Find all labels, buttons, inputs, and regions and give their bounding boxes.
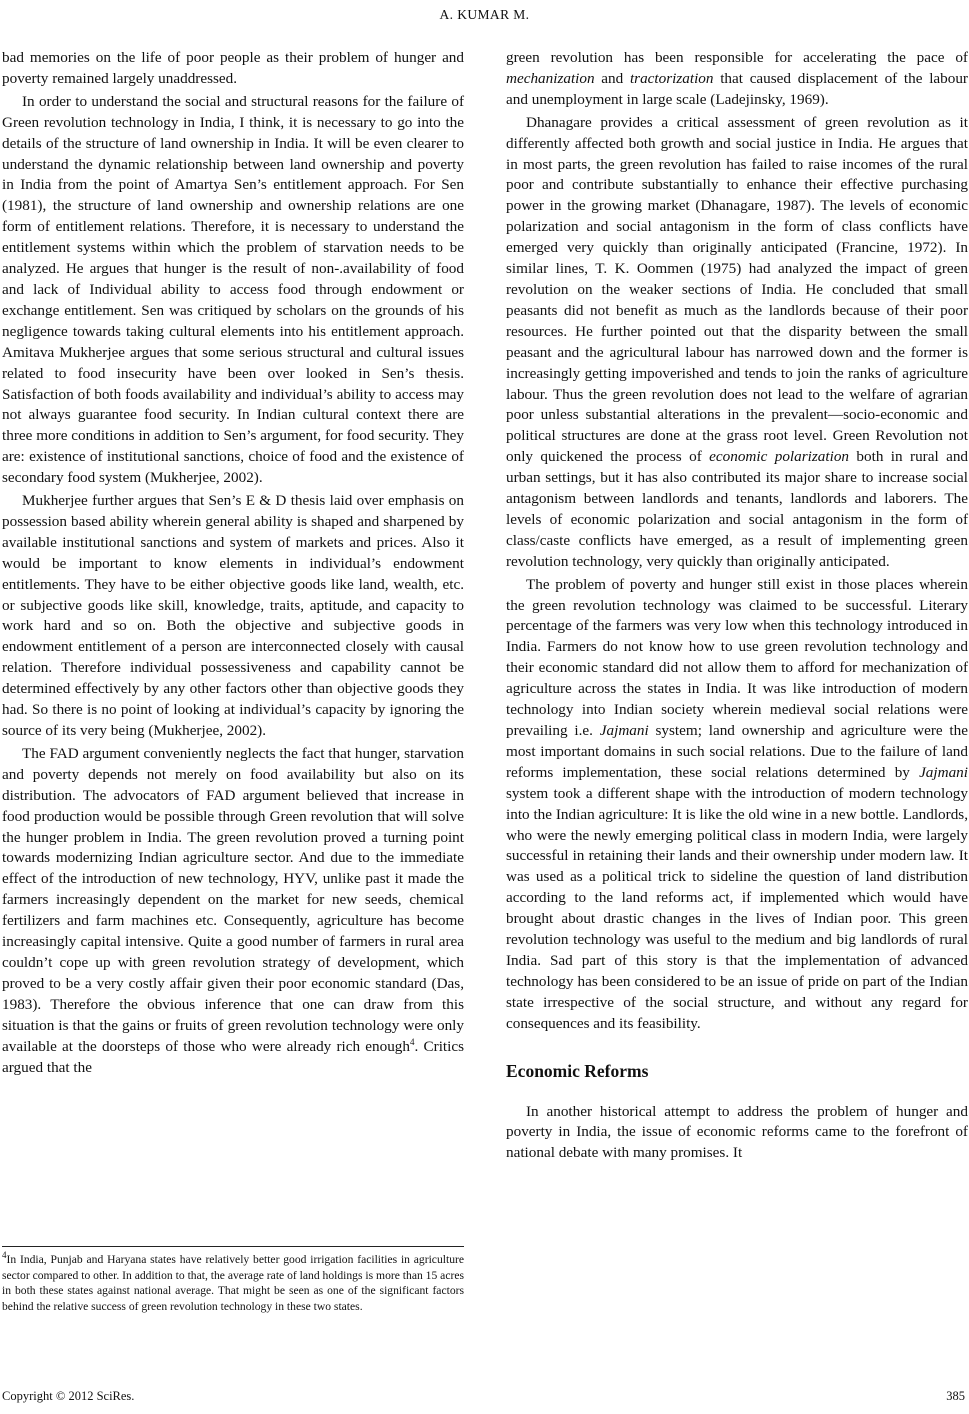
- italic-term: Jajmani: [919, 763, 968, 781]
- page-number: 385: [946, 1389, 965, 1403]
- italic-term: mechanization: [506, 69, 595, 87]
- body-paragraph: [2, 744, 464, 1079]
- footnote-divider: [2, 1246, 464, 1247]
- paragraph-text: The problem of poverty and hunger still exist in those places wherein the green revolution technology was claimed to be successful. Literary percentage of the farmers was very low when this technology introduced in India. Farmers do not know how to use green revolution technology and their economic standard did not allow them to afford for mechanization of agriculture across the states in India. It was like introduction of modern technology into Indian society wherein medieval social relations were prevailing i.e.: [506, 575, 968, 739]
- paragraph-text: system; land ownership and agriculture were the most important domains in such social relations. Due to the failure of land reforms implementation, these social relations determined by: [506, 722, 968, 781]
- footnote: [2, 1252, 464, 1314]
- body-paragraph: Mukherjee further argues that Sen’s E & D thesis laid over emphasis on possession based ability wherein general ability is shaped and sharpened by available institutional sanctions and system of markets and prices. Also it would be important to know elements in individual’s endowment entitlements. They have to be either objective goods like land, wealth, etc. or subjective goods like skill, knowledge, traits, aptitude, and capacity to work hard and so on. Both the objective and subjective goods in endowment entitlement of a person are interconnected closely with causal relation. Therefore individual possessiveness and capability cannot be determined effectively by any other factors other than objective goods they had. So there is no point of looking at individual’s capacity by ignoring the source of its very being (Mukherjee, 2002).: [2, 492, 464, 739]
- body-paragraph: In order to understand the social and structural reasons for the failure of Green revolution technology in India, I think, it is necessary to go into the details of the structure of land ownership in India. It will be even clearer to understand the dynamic relationship between land ownership and poverty in India from the point of Amartya Sen’s entitlement approach. For Sen (1981), the structure of land ownership and ownership relations are one form of entitlement relations. Therefore, it is necessary to understand the entitlement systems within which the problem of starvation needs to be analyzed. He argues that hunger is the result of non-.availability of food and lack of Individual ability to access food through endowment or exchange entitlement. Sen was critiqued by scholars on the grounds of his negligence towards taking cultural elements into his entitlement approach. Amitava Mukherjee argues that some serious structural and cultural issues related to food insecurity have been over looked in Sen’s thesis. Satisfaction of both foods availability and individual’s ability to access may not always guarantee food security. In Indian cultural context there are three more conditions in addition to Sen’s argument, for food security. They are: existence of institutional sanctions, choice of food and the existence of secondary food system (Mukherjee, 2002).: [2, 92, 464, 487]
- section-heading: Economic Reforms: [506, 1060, 649, 1081]
- body-paragraph: [506, 48, 968, 111]
- paragraph-text: . Critics argued that the: [2, 1037, 465, 1076]
- italic-term: Jajmani: [599, 722, 649, 739]
- italic-term: tractorization: [629, 69, 714, 87]
- footnote-text: In India, Punjab and Haryana states have relatively better good irrigation facilities in agriculture sector compared to other. In addition to that, the average rate of land holdings is more than 15 acres in both these states against national average. That might be seen as one of the significant factors behind the relative success of green revolution technology in these two states.: [2, 1253, 464, 1313]
- body-paragraph: In another historical attempt to address the problem of hunger and poverty in India, the issue of economic reforms came to the forefront of national debate with many promises. It: [506, 1102, 968, 1162]
- copyright-notice: Copyright © 2012 SciRes.: [2, 1389, 135, 1403]
- body-paragraph: [506, 575, 968, 1035]
- footnote-marker: 4: [2, 1250, 7, 1261]
- right-column: [506, 48, 968, 1164]
- paragraph-text: The FAD argument conveniently neglects the fact that hunger, starvation and poverty depends not merely on food availability but also on its distribution. The advocators of FAD argument believed that increase in food production would be possible through Green revolution that will solve the hunger problem in India. The green revolution proved a turning point towards modernizing Indian agriculture sector. And due to the immediate effect of the introduction of new technology, HYV, unlike past it made the farmers increasingly dependent on the market for new seeds, chemical fertilizers and farm machines etc. Consequently, agriculture has become increasingly capital intensive. Quite a good number of farmers in rural area couldn’t cope up with green revolution strategy of development, which proved to be a very costly affair given their poor economic standard (Das, 1983). Therefore the obvious inference that one can draw from this situation is that the gains or fruits of green revolution technology were only available at the doorsteps of those who were already rich enough: [2, 744, 464, 1055]
- body-paragraph: [506, 113, 968, 573]
- italic-term: economic polarization: [709, 448, 850, 466]
- paragraph-text: green revolution has been responsible for accelerating the pace of: [506, 49, 968, 66]
- running-head: A. KUMAR M.: [439, 7, 530, 22]
- paragraph-text: that caused displacement of the labour and unemployment in large scale (Ladejinsky, 1969).: [506, 69, 968, 108]
- paragraph-text: Dhanagare provides a critical assessment of green revolution as it differently affected both growth and social justice in India. He argues that in most parts, the green revolution has failed to raise incomes of the rural poor and contribute substantially to enhance their effective purchasing power in the growing market (Dhanagare, 1987). The levels of economic polarization and social antagonism in the form of class conflicts have emerged very quickly than originally anticipated (Francine, 1972). In similar lines, T. K. Oommen (1975) had analyzed the impact of green revolution on the weaker sections of India. He concluded that small peasants did not benefit as much as the landlords because of their poor resources. He further pointed out that the disparity between the small peasant and the agricultural labour has narrowed down and the former is increasingly getting impoverished and tends to join the ranks of agriculture labour. Thus the green revolution does not lead to the welfare of agrarian poor unless substantial alterations in the prevalent—socio-economic and political structures are done at the grass root level. Green Revolution not only quickened the process of: [506, 113, 968, 466]
- paragraph-text: system took a different shape with the introduction of modern technology into the Indian agriculture: It is like the old wine in a new bottle. Landlords, who were the newly emerging political class in modern India, were largely successful in retaining their lands and their ownership under modern law. It was used as a political trick to sideline the question of land distribution according to the land reforms act, if implemented which would have brought about drastic changes in the lives of Indian poor. This green revolution technology was useful to the medium and big landlords of rural India. Sad part of this story is that the implementation of advanced technology has been considered to be an issue of pride on part of the Indian state irrespective of the social structure, and without any regard for consequences and its feasibility.: [506, 784, 968, 1032]
- paragraph-text: and: [594, 69, 630, 87]
- paragraph-text: both in rural and urban settings, but it has also contributed its major share to increase social antagonism between landlords and tenants, landlords and laborers. The levels of economic polarization and social antagonism in the form of class/caste conflicts have emerged, as a result of implementing green revolution technology, very quickly than originally anticipated.: [506, 448, 969, 570]
- footnote-reference: 4: [410, 1036, 415, 1047]
- body-paragraph: bad memories on the life of poor people as their problem of hunger and poverty remained largely unaddressed.: [2, 49, 464, 87]
- left-column: [2, 48, 464, 1078]
